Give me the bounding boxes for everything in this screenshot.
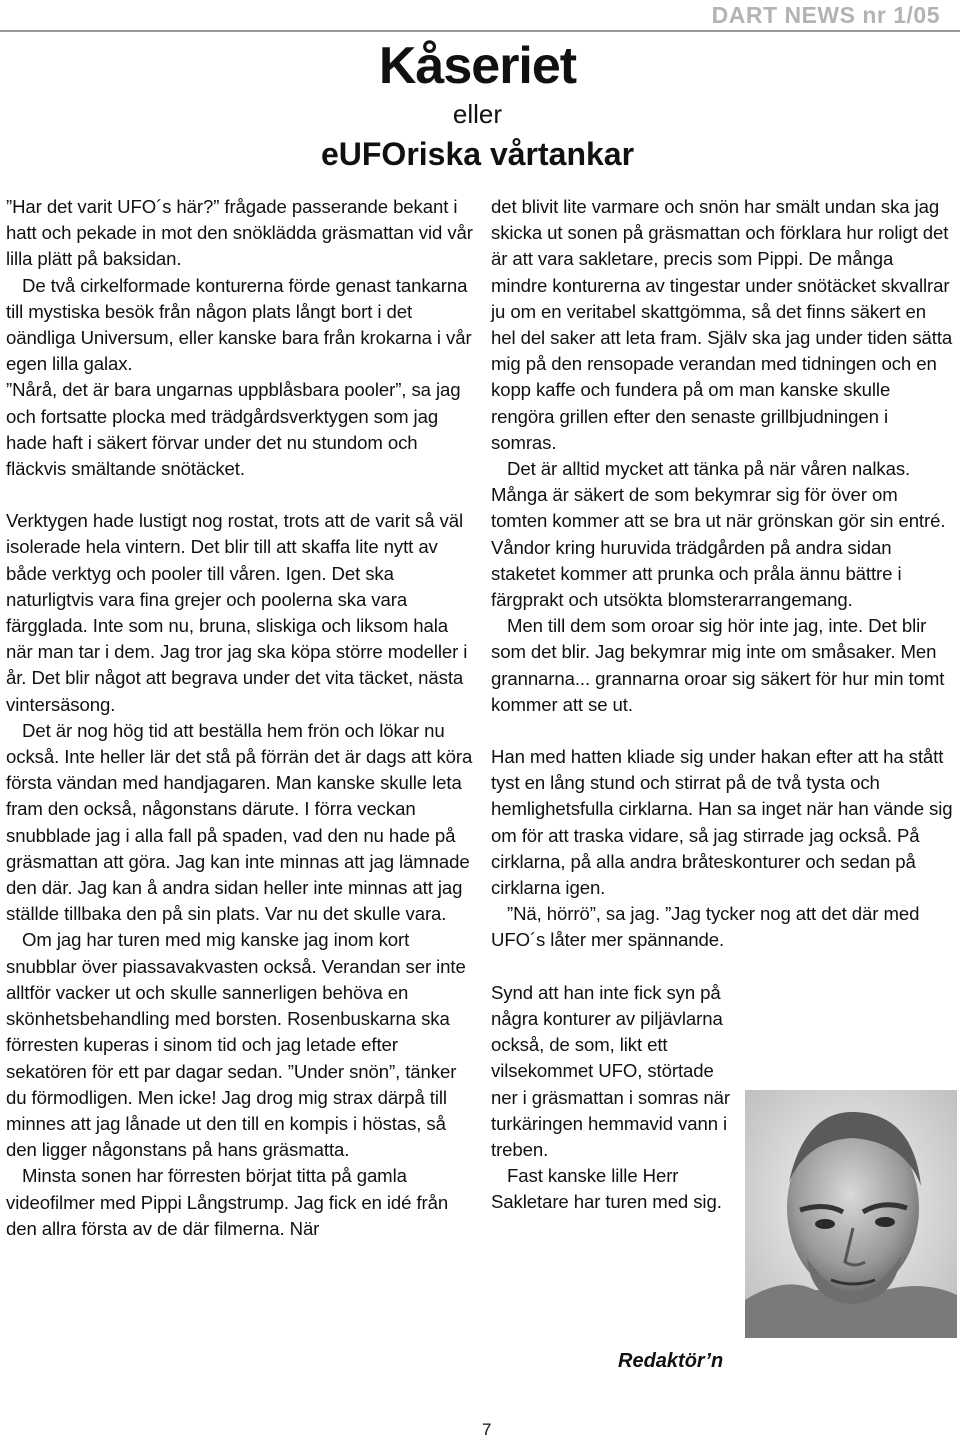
paragraph: Han med hatten kliade sig under hakan efter att ha stått tyst en lång stund och stirrat på de två tysta och hemlighetsfulla cirklarna. Han sa inget när han vände sig om för att traska vidare, så jag stirrade jag också. På cirklarna, på alla andra bråteskonturer och sedan på cirklarna igen.	[491, 746, 953, 899]
paragraph: ”Nä, hörrö”, sa jag. ”Jag tycker nog att det där med UFO´s låter mer spännande.	[491, 903, 920, 951]
paragraph: Fast kanske lille Herr Sakletare har turen med sig.	[491, 1165, 722, 1213]
paragraph-gap	[491, 718, 953, 744]
publication-header: DART NEWS nr 1/05	[711, 2, 940, 28]
paragraph: Om jag har turen med mig kanske jag inom kort snubblar över piassavakvasten också. Verandan ser inte alltför vacker ut och skulle sannerligen behöva en skönhetsbehandling med borsten. Rosenbuskarna ska förresten kuperas i sinom tid och jag letade efter sekatören för ett par dagar sedan. ”Under snön”, tänker du förmodligen. Men icke! Jag drog mig strax därpå till minnes att jag lånade ut den till en kompis i höstas, så den ligger någonstans på hans gräsmatta.	[6, 929, 466, 1161]
paragraph: ”Nårå, det är bara ungarnas uppblåsbara pooler”, sa jag och fortsatte plocka med trädgårdsverktygen som jag hade haft i säkert förvar under det nu stundom och fläckvis smältande snötäcket.	[6, 379, 461, 480]
paragraph: det blivit lite varmare och snön har smält undan ska jag skicka ut sonen på gräsmattan och förklara hur roligt det är att vara sakletare, precis som Pippi. De många mindre konturerna av tingestar under snötäcket skvallrar ju om en veritabel skattgömma, så det finns säkert en hel del saker att leta fram. Själv ska jag under tiden sätta mig på den rensopade verandan med tidningen och en kopp kaffe och fundera på om man kanske skulle rengöra grillen efter den senaste grillbjudningen i somras.	[491, 196, 953, 453]
paragraph: Det är alltid mycket att tänka på när våren nalkas. Många är säkert de som bekymrar sig för över om tomten kommer att se bra ut när grönskan gör sin entré. Våndor kring huruvida trädgården på andra sidan staketet kommer att prunka och pråla ännu bättre i färgprakt och utsökta blomsterarrangemang.	[491, 458, 946, 611]
article-subtitle-connector: eller	[452, 99, 503, 129]
signature: Redaktör’n	[618, 1350, 724, 1372]
paragraph: Men till dem som oroar sig hör inte jag, inte. Det blir som det blir. Jag bekymrar mig inte om småsaker. Men grannarna... grannarna oroar sig säkert för hur min tomt kommer att se ut.	[491, 615, 945, 715]
header-rule	[0, 30, 960, 32]
paragraph: Det är nog hög tid att beställa hem frön och lökar nu också. Inte heller lär det stå på förrän det är dags att köra första vändan med handjagaren. Man kanske skulle leta fram den också, någonstans därute. I förra veckan snubblade jag i alla fall på spaden, vad den nu hade på gräsmattan att göra. Jag kan inte minnas att jag lämnade den där. Jag kan å andra sidan heller inte minnas att jag ställde tillbaka den på sin plats. Var nu det skulle vara.	[6, 719, 473, 925]
paragraph-gap	[491, 954, 953, 980]
article-title-block	[300, 36, 655, 174]
paragraph: Synd att han inte fick syn på några konturer av piljävlarna också, de som, likt ett vilsekommet UFO, störtade ner i gräsmattan i somras när turkäringen hemmavid vann i treben.	[491, 981, 730, 1160]
left-column	[6, 194, 476, 1242]
paragraph: Verktygen hade lustigt nog rostat, trots att de varit så väl isolerade hela vintern. Det blir till att skaffa lite nytt av både verktyg och pooler till våren. Igen. Det ska naturligtvis vara fina grejer och poolerna ska vara färgglada. Inte som nu, bruna, sliskiga och liksom hala när man tar i dem. Jag tror jag ska köpa större modeller i år. Det blir något att begrava under det vita täcket, nästa vintersäsong.	[6, 510, 468, 715]
paragraph: Minsta sonen har förresten börjat titta på gamla videofilmer med Pippi Långstrump. Jag fick en idé från den allra första av de där filmerna. När	[6, 1165, 449, 1239]
paragraph: De två cirkelformade konturerna förde genast tankarna till mystiska besök från någon plats långt bort i det oändliga Universum, eller kanske bara från krokarna i vår egen lilla galax.	[6, 274, 472, 375]
right-column	[491, 194, 953, 1216]
article-title: Kåseriet	[378, 37, 577, 95]
page-number: 7	[482, 1420, 492, 1439]
paragraph: ”Har det varit UFO´s här?” frågade passerande bekant i hatt och pekade in mot den snöklädda gräsmattan vid vår lilla plätt på baksidan.	[6, 196, 473, 270]
paragraph-gap	[6, 482, 476, 508]
article-subtitle: eUFOriska vårtankar	[320, 136, 635, 172]
author-photo	[745, 1090, 957, 1338]
